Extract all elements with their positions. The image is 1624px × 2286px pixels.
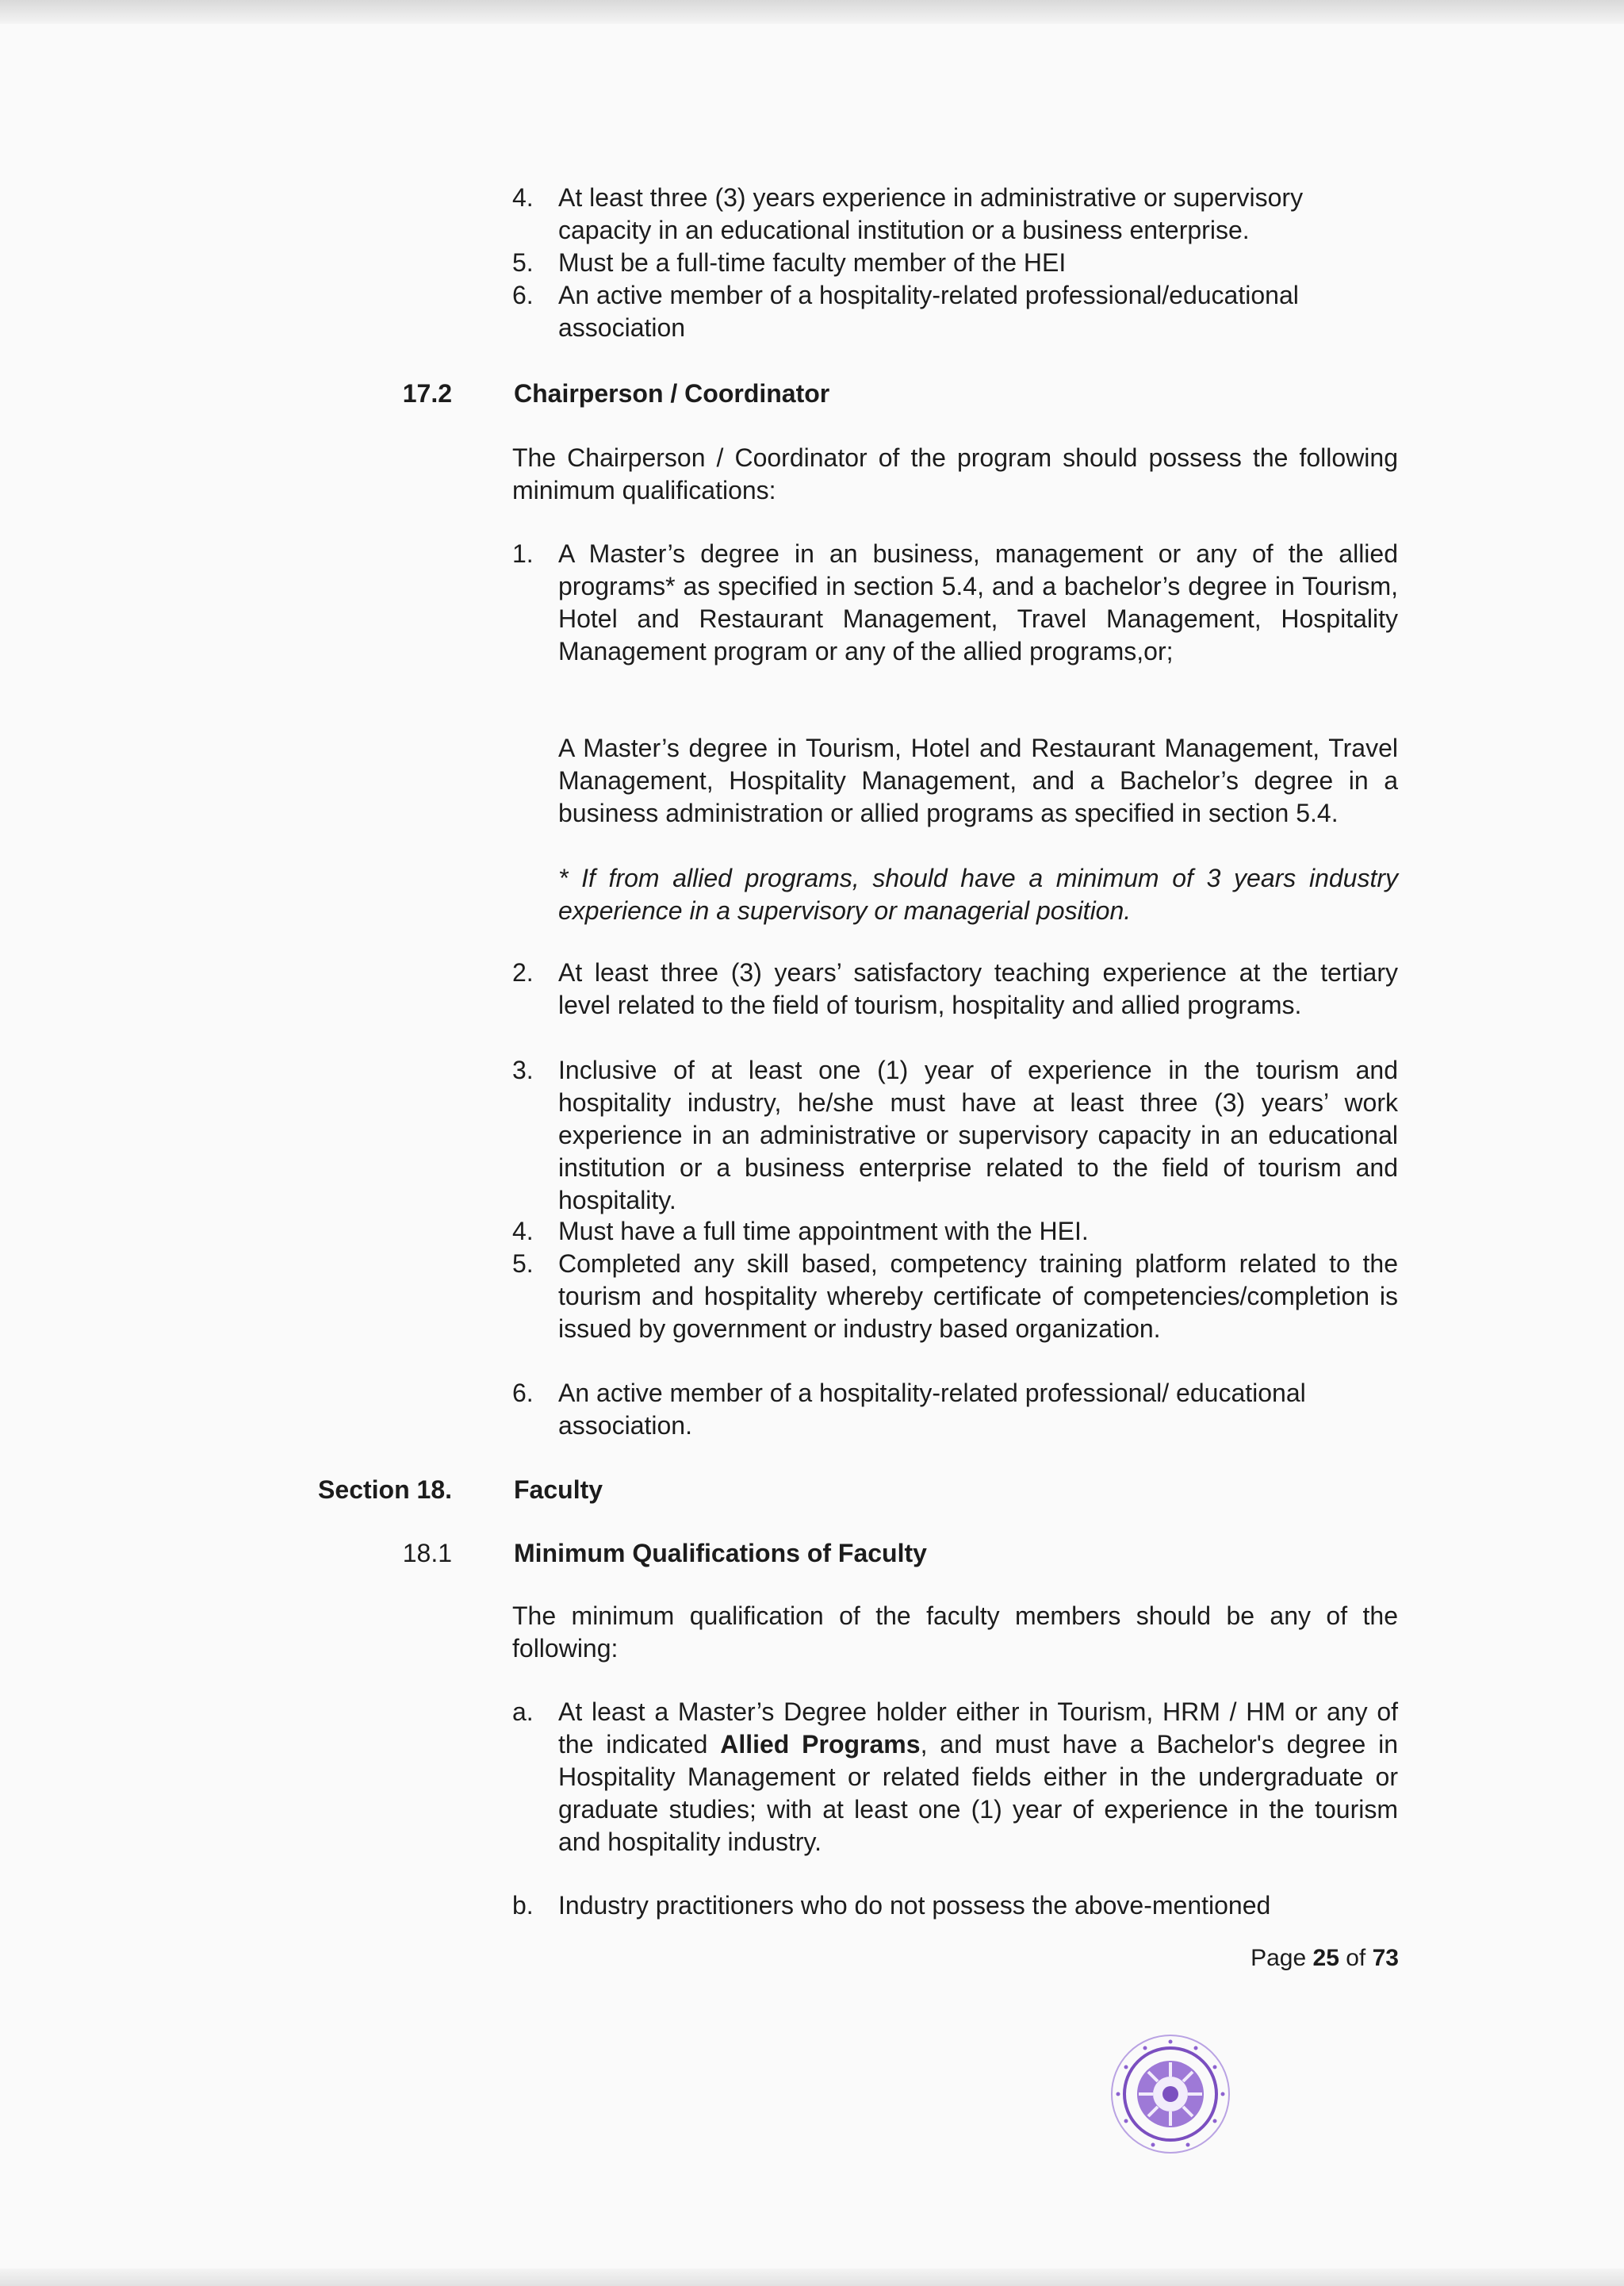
current-page: 25 (1312, 1945, 1339, 1971)
subsection-title: Minimum Qualifications of Faculty (514, 1539, 927, 1567)
list-item (512, 1889, 1398, 1922)
list-marker: 5. (512, 1249, 534, 1278)
list-item-text: Must have a full time appointment with the HEI. (558, 1217, 1089, 1245)
list-item-text (558, 1696, 1398, 1858)
list-item (512, 182, 1398, 247)
list-item-text: Inclusive of at least one (1) year of experience in the tourism and hospitality industry, he/she must have at least three (3) years’ work experience in an administrative or supervisory capacity in an educational institution or a business enterprise related to the field of tourism and hospitality. (558, 1056, 1398, 1214)
footnote-note: * If from allied programs, should have a minimum of 3 years industry experience in a supervisory or managerial position. (558, 864, 1398, 925)
list-marker: 6. (512, 1379, 534, 1407)
section-number: 17.2 (402, 379, 452, 408)
subsection-intro: The minimum qualification of the faculty members should be any of the following: (512, 1601, 1398, 1663)
allied-programs-emphasis: Allied Programs (720, 1730, 921, 1759)
list-marker: 6. (512, 281, 534, 309)
list-marker: a. (512, 1697, 534, 1726)
page-prefix: Page (1251, 1945, 1307, 1971)
list-marker: 5. (512, 248, 534, 277)
list-item-text: At least three (3) years’ satisfactory teaching experience at the tertiary level related to the field of tourism, hospitality and allied programs. (558, 958, 1398, 1019)
list-item-alternative: A Master’s degree in Tourism, Hotel and Restaurant Management, Travel Management, Hospitality Management, and a Bachelor’s degree in a business administration or allied programs as specified in section 5.4. (558, 734, 1398, 827)
list-item-text: A Master’s degree in an business, management or any of the allied programs* as specified in section 5.4, and a bachelor’s degree in Tourism, Hotel and Restaurant Management, Travel Management, Hospitality Management program or any of the allied programs,or; (558, 539, 1398, 665)
list-item (512, 1377, 1398, 1442)
page-number (1110, 1942, 1399, 1974)
list-item-text: Completed any skill based, competency training platform related to the tourism and hospitality whereby certificate of competencies/completion is issued by government or industry based organization. (558, 1249, 1398, 1343)
list-marker: 4. (512, 1217, 534, 1245)
list-item (512, 957, 1398, 1022)
list-item-text: Industry practitioners who do not possess the above-mentioned (558, 1891, 1271, 1920)
list-item-text-part: , and must have a Bachelor's degree in Hospitality Management or related fields either in the undergraduate or graduate studies; with at least one (1) year of experience in the tourism and hospitality industry. (558, 1730, 1399, 1856)
list-item (512, 1248, 1398, 1345)
list-marker: 4. (512, 183, 534, 212)
list-item (512, 247, 1398, 279)
list-item-text: An active member of a hospitality-related professional/ educational association. (558, 1379, 1306, 1440)
list-marker: 1. (512, 539, 534, 568)
total-pages: 73 (1372, 1945, 1399, 1971)
list-marker: 3. (512, 1056, 534, 1084)
list-item (512, 279, 1398, 344)
section-title: Chairperson / Coordinator (514, 379, 830, 408)
ched-seal-icon (1107, 2031, 1234, 2158)
list-item-text: An active member of a hospitality-related professional/educational association (558, 281, 1299, 342)
list-marker: 2. (512, 958, 534, 987)
list-item (512, 1215, 1398, 1248)
list-item (512, 1054, 1398, 1217)
section-number: Section 18. (318, 1475, 452, 1504)
section-intro: The Chairperson / Coordinator of the program should possess the following minimum qualifications: (512, 443, 1398, 504)
list-item (512, 1696, 1398, 1858)
list-item (512, 538, 1398, 668)
list-item-text: Must be a full-time faculty member of the HEI (558, 248, 1067, 277)
subsection-number: 18.1 (402, 1539, 452, 1567)
list-item-text: At least three (3) years experience in administrative or supervisory capacity in an educational institution or a business enterprise. (558, 183, 1304, 244)
list-marker: b. (512, 1891, 534, 1920)
section-title: Faculty (514, 1475, 603, 1504)
page-of: of (1346, 1945, 1366, 1971)
list-item-text-part: At least a Master’s Degree holder either in Tourism, HRM / HM or any of the indicated (558, 1697, 1398, 1759)
